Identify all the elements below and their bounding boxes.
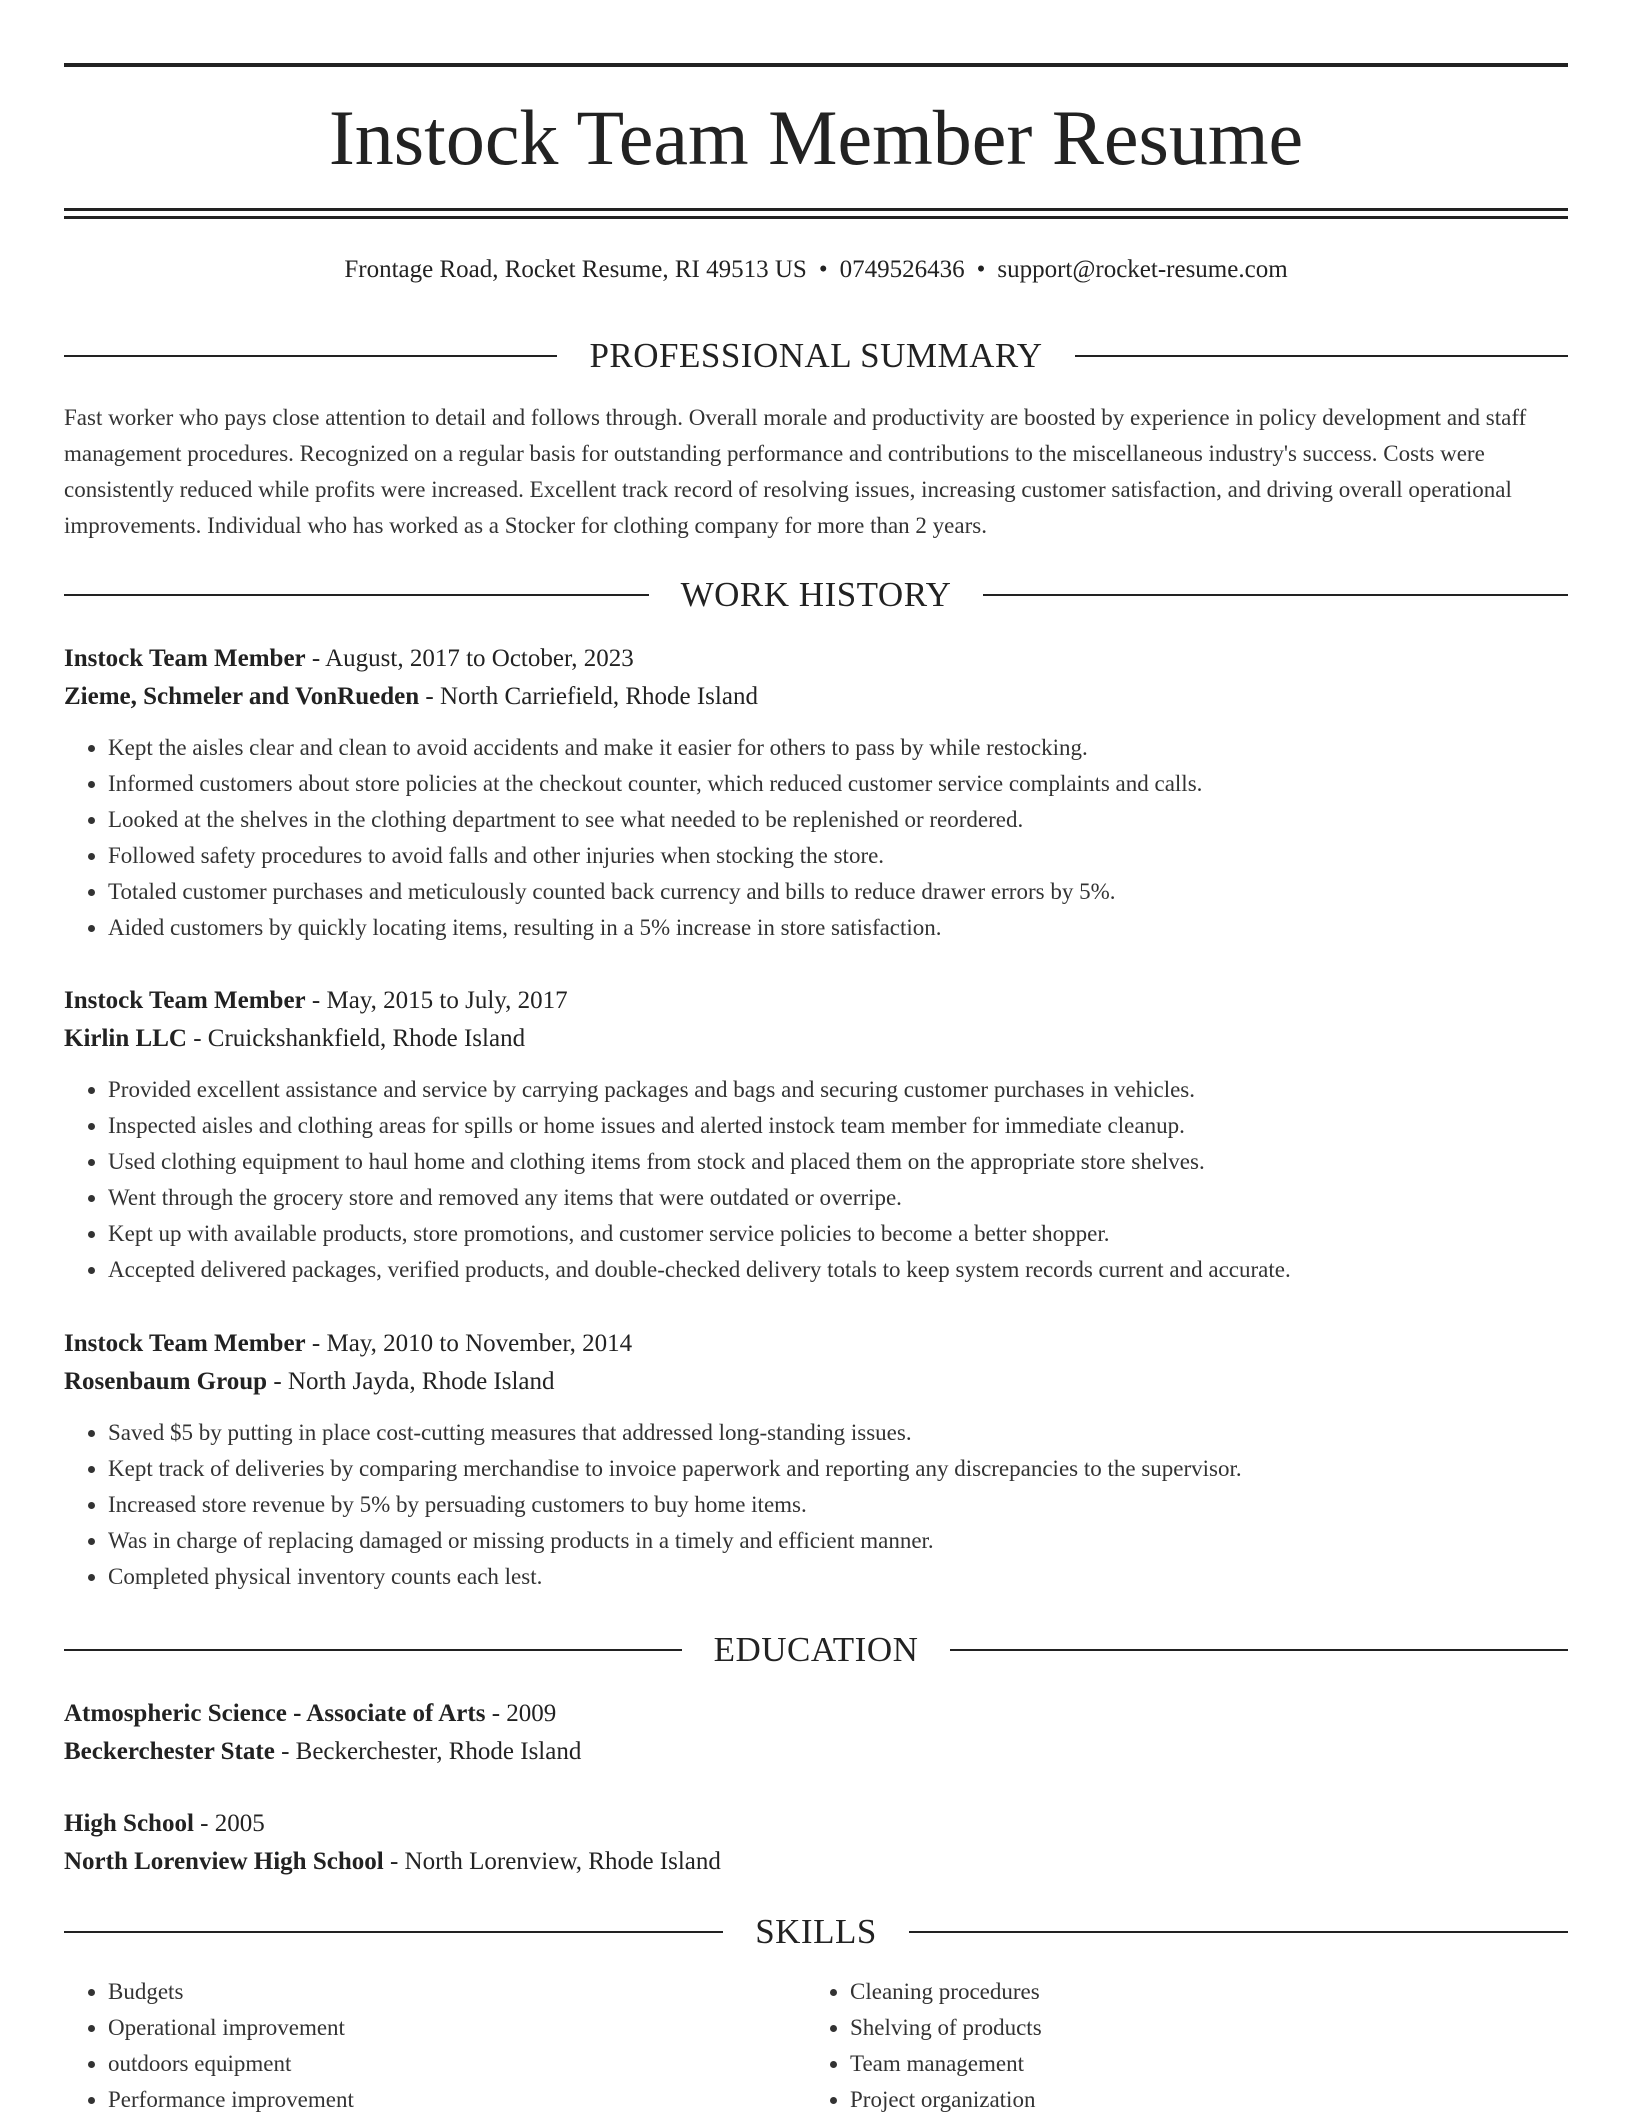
section-title-summary: PROFESSIONAL SUMMARY bbox=[589, 336, 1043, 375]
contact-phone: 0749526436 bbox=[839, 256, 965, 283]
bullet-separator: • bbox=[976, 256, 986, 283]
section-heading-education bbox=[64, 1628, 1568, 1672]
skill-item: • Team management bbox=[850, 2046, 1548, 2082]
skill-item: • Budgets bbox=[108, 1974, 806, 2010]
graduation-year: 2009 bbox=[506, 1700, 557, 1727]
job-entry bbox=[64, 1325, 1568, 1595]
degree-line: High School - 2005 bbox=[64, 1810, 265, 1837]
list-item: • Kept track of deliveries by comparing merchandise to invoice paperwork and reporting any discrepancies to the supervisor. bbox=[108, 1451, 1568, 1487]
heading-rule bbox=[64, 594, 649, 596]
list-item: • Used clothing equipment to haul home and clothing items from stock and placed them on the appropriate store shelves. bbox=[108, 1144, 1568, 1180]
list-item: • Went through the grocery store and removed any items that were outdated or overripe. bbox=[108, 1180, 1568, 1216]
job-title-line: Instock Team Member - May, 2015 to July, 2017 bbox=[64, 987, 568, 1014]
job-title: Instock Team Member bbox=[64, 645, 306, 672]
skill-item: • outdoors equipment bbox=[108, 2046, 806, 2082]
job-location: Cruickshankfield, Rhode Island bbox=[207, 1025, 526, 1052]
job-entry bbox=[64, 982, 1568, 1288]
job-company-line: Kirlin LLC - Cruickshankfield, Rhode Island bbox=[64, 1025, 526, 1052]
list-item: • Saved $5 by putting in place cost-cutting measures that addressed long-standing issues. bbox=[108, 1415, 1568, 1451]
job-entry bbox=[64, 640, 1568, 946]
job-bullets bbox=[64, 1415, 1568, 1595]
list-item: • Increased store revenue by 5% by persuading customers to buy home items. bbox=[108, 1487, 1568, 1523]
list-item: • Was in charge of replacing damaged or missing products in a timely and efficient manner. bbox=[108, 1523, 1568, 1559]
top-rule bbox=[64, 63, 1568, 67]
job-dates: May, 2010 to November, 2014 bbox=[326, 1330, 633, 1357]
section-title-education: EDUCATION bbox=[713, 1630, 919, 1669]
heading-rule bbox=[64, 355, 557, 357]
job-title: Instock Team Member bbox=[64, 987, 306, 1014]
job-location: North Carriefield, Rhode Island bbox=[439, 683, 758, 710]
contact-email: support@rocket-resume.com bbox=[997, 256, 1288, 283]
job-location: North Jayda, Rhode Island bbox=[287, 1368, 555, 1395]
section-heading-skills bbox=[64, 1910, 1568, 1954]
title-double-rule-upper bbox=[64, 208, 1568, 211]
section-title-work: WORK HISTORY bbox=[680, 575, 952, 614]
skills-list-left bbox=[64, 1974, 806, 2118]
job-title-line: Instock Team Member - August, 2017 to October, 2023 bbox=[64, 645, 634, 672]
job-company-line: Rosenbaum Group - North Jayda, Rhode Island bbox=[64, 1368, 555, 1395]
summary-text: Fast worker who pays close attention to detail and follows through. Overall morale and productivity are boosted by experience in policy development and staff management procedures. Recognized on a regular basis for outstanding performance and contributions to the miscellaneous industry's success. Costs were consistently reduced while profits were increased. Excellent track record of resolving issues, increasing customer satisfaction, and driving overall operational improvements. Individual who has worked as a Stocker for clothing company for more than 2 years. bbox=[64, 405, 1527, 538]
job-dates: May, 2015 to July, 2017 bbox=[326, 987, 568, 1014]
graduation-year: 2005 bbox=[214, 1810, 265, 1837]
school-line: North Lorenview High School - North Lorenview, Rhode Island bbox=[64, 1848, 721, 1875]
heading-rule bbox=[1075, 355, 1568, 357]
title-double-rule-lower bbox=[64, 216, 1568, 219]
list-item: • Kept the aisles clear and clean to avoid accidents and make it easier for others to pass by while restocking. bbox=[108, 730, 1568, 766]
school-location: Beckerchester, Rhode Island bbox=[295, 1738, 582, 1765]
section-heading-work bbox=[64, 573, 1568, 617]
contact-line bbox=[64, 252, 1568, 288]
job-title: Instock Team Member bbox=[64, 1330, 306, 1357]
list-item: • Followed safety procedures to avoid falls and other injuries when stocking the store. bbox=[108, 838, 1568, 874]
job-bullets bbox=[64, 1072, 1568, 1288]
bullet-separator: • bbox=[818, 256, 828, 283]
degree: Atmospheric Science - Associate of Arts bbox=[64, 1700, 486, 1727]
list-item: • Accepted delivered packages, verified products, and double-checked delivery totals to keep system records current and accurate. bbox=[108, 1252, 1568, 1288]
school: Beckerchester State bbox=[64, 1738, 275, 1765]
skill-item: • Cleaning procedures bbox=[850, 1974, 1548, 2010]
skill-item: • Project organization bbox=[850, 2082, 1548, 2118]
job-dates: August, 2017 to October, 2023 bbox=[325, 645, 634, 672]
education-entry bbox=[64, 1805, 1568, 1881]
heading-rule bbox=[64, 1649, 682, 1651]
section-title-skills: SKILLS bbox=[755, 1912, 877, 1951]
list-item: • Provided excellent assistance and service by carrying packages and bags and securing customer purchases in vehicles. bbox=[108, 1072, 1568, 1108]
list-item: • Kept up with available products, store promotions, and customer service policies to become a better shopper. bbox=[108, 1216, 1568, 1252]
skill-item: • Shelving of products bbox=[850, 2010, 1548, 2046]
job-bullets bbox=[64, 730, 1568, 946]
school-location: North Lorenview, Rhode Island bbox=[404, 1848, 721, 1875]
skill-item: • Performance improvement bbox=[108, 2082, 806, 2118]
list-item: • Looked at the shelves in the clothing department to see what needed to be replenished or reordered. bbox=[108, 802, 1568, 838]
school: North Lorenview High School bbox=[64, 1848, 384, 1875]
contact-address: Frontage Road, Rocket Resume, RI 49513 US bbox=[344, 256, 807, 283]
job-title-line: Instock Team Member - May, 2010 to November, 2014 bbox=[64, 1330, 633, 1357]
education-entry bbox=[64, 1695, 1568, 1771]
job-company-line: Zieme, Schmeler and VonRueden - North Carriefield, Rhode Island bbox=[64, 683, 758, 710]
skills-list-right bbox=[806, 1974, 1548, 2118]
list-item: • Informed customers about store policies at the checkout counter, which reduced customer service complaints and calls. bbox=[108, 766, 1568, 802]
job-company: Zieme, Schmeler and VonRueden bbox=[64, 683, 420, 710]
heading-rule bbox=[909, 1931, 1568, 1933]
school-line: Beckerchester State - Beckerchester, Rhode Island bbox=[64, 1738, 582, 1765]
list-item: • Inspected aisles and clothing areas for spills or home issues and alerted instock team member for immediate cleanup. bbox=[108, 1108, 1568, 1144]
list-item: • Completed physical inventory counts each lest. bbox=[108, 1559, 1568, 1595]
list-item: • Totaled customer purchases and meticulously counted back currency and bills to reduce drawer errors by 5%. bbox=[108, 874, 1568, 910]
list-item: • Aided customers by quickly locating items, resulting in a 5% increase in store satisfaction. bbox=[108, 910, 1568, 946]
heading-rule bbox=[983, 594, 1568, 596]
heading-rule bbox=[64, 1931, 723, 1933]
section-heading-summary bbox=[64, 334, 1568, 378]
skills-columns bbox=[64, 1974, 1568, 2118]
skill-item: • Operational improvement bbox=[108, 2010, 806, 2046]
degree: High School bbox=[64, 1810, 194, 1837]
job-company: Rosenbaum Group bbox=[64, 1368, 268, 1395]
heading-rule bbox=[950, 1649, 1568, 1651]
job-company: Kirlin LLC bbox=[64, 1025, 187, 1052]
degree-line: Atmospheric Science - Associate of Arts - 2009 bbox=[64, 1700, 557, 1727]
resume-title: Instock Team Member Resume bbox=[328, 94, 1304, 181]
